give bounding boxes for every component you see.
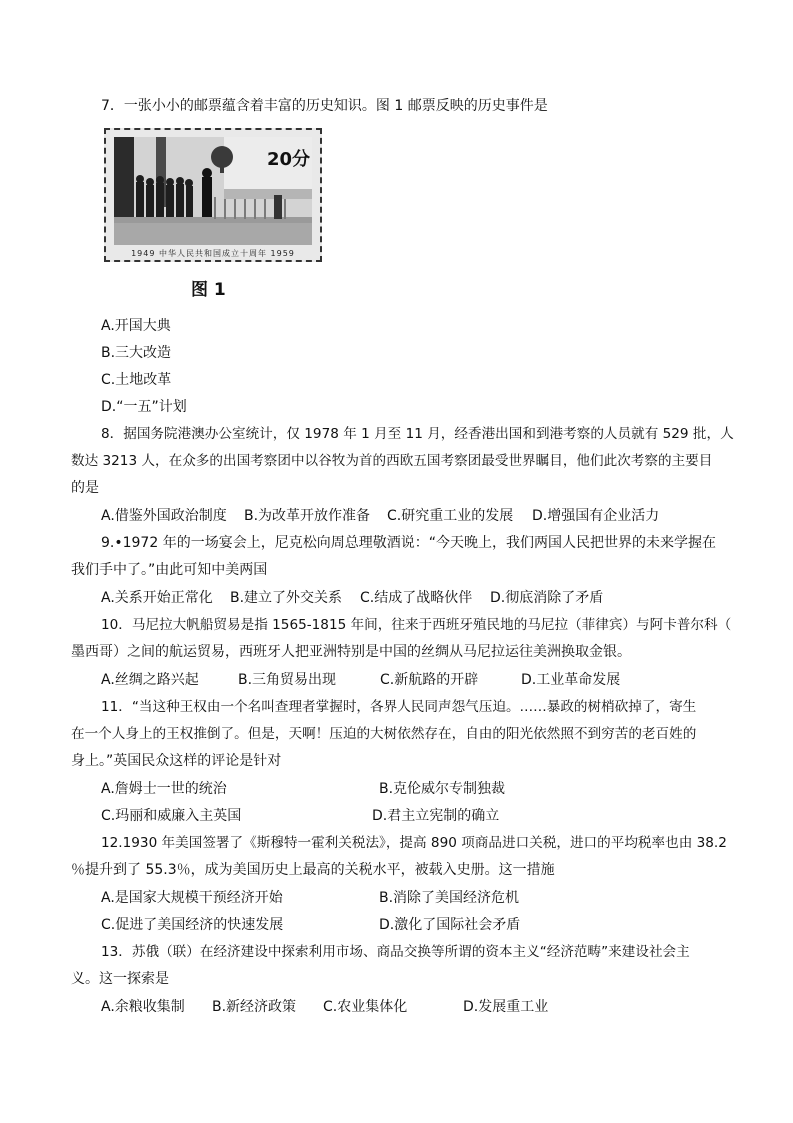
q11-option-d: D.君主立宪制的确立 bbox=[372, 808, 500, 824]
q13-stem-line-2: 义。这一探索是 bbox=[71, 971, 169, 987]
q9-option-b: B.建立了外交关系 bbox=[230, 590, 343, 606]
q11-stem-line-1: 11．“当这种王权由一个名叫查理者掌握时，各界人民同声怨气压迫。……暴政的树梢砍掉了，寄生 bbox=[101, 699, 697, 715]
q10-stem-line-2: 墨西哥）之间的航运贸易，西班牙人把亚洲特别是中国的丝绸从马尼拉运往美洲换取金银。 bbox=[71, 644, 631, 660]
q9-option-a: A.关系开始正常化 bbox=[101, 590, 213, 606]
q13-option-c: C.农业集体化 bbox=[323, 999, 408, 1015]
q9-stem-line-1: 9.•1972 年的一场宴会上，尼克松向周总理敬酒说：“今天晚上，我们两国人民把世界的未来学握在 bbox=[101, 535, 716, 551]
q10-option-c: C.新航路的开辟 bbox=[380, 672, 479, 688]
q8-option-a: A.借鉴外国政治制度 bbox=[101, 508, 227, 524]
q11-stem-line-2: 在一个人身上的王权推倒了。但是，天啊！压迫的大树依然存在，自由的阳光依然照不到穷苦的老百姓的 bbox=[71, 726, 697, 742]
q8-stem-line-3: 的是 bbox=[71, 480, 99, 496]
q11-stem-line-3: 身上。”英国民众这样的评论是针对 bbox=[71, 753, 282, 769]
q7-stem: 7．一张小小的邮票蕴含着丰富的历史知识。图 1 邮票反映的历史事件是 bbox=[101, 98, 548, 114]
q7-option-c: C.土地改革 bbox=[101, 372, 172, 388]
q7-option-d: D.“一五”计划 bbox=[101, 399, 187, 415]
q8-option-c: C.研究重工业的发展 bbox=[387, 508, 514, 524]
q13-option-a: A.余粮收集制 bbox=[101, 999, 185, 1015]
q9-option-c: C.结成了战略伙伴 bbox=[360, 590, 473, 606]
q11-option-c: C.玛丽和威廉入主英国 bbox=[101, 808, 242, 824]
q12-option-b: B.消除了美国经济危机 bbox=[379, 890, 520, 906]
stamp-value: 20分 bbox=[267, 149, 311, 170]
q10-stem-line-1: 10．马尼拉大帆船贸易是指 1565-1815 年间，往来于西班牙殖民地的马尼拉（菲律宾）与阿卡普尔科（ bbox=[101, 617, 732, 633]
q7-option-b: B.三大改造 bbox=[101, 345, 172, 361]
q12-stem-line-1: 12.1930 年美国签署了《斯穆特一霍利关税法》，提高 890 项商品进口关税，进口的平均税率也由 38.2 bbox=[101, 835, 727, 851]
stamp-figure bbox=[101, 124, 323, 304]
q8-option-d: D.增强国有企业活力 bbox=[532, 508, 660, 524]
q12-option-c: C.促进了美国经济的快速发展 bbox=[101, 917, 284, 933]
q13-option-d: D.发展重工业 bbox=[463, 999, 549, 1015]
q12-option-a: A.是国家大规模干预经济开始 bbox=[101, 890, 283, 906]
q11-option-b: B.克伦威尔专制独裁 bbox=[379, 781, 506, 797]
q10-option-d: D.工业革命发展 bbox=[521, 672, 621, 688]
q13-stem-line-1: 13．苏俄（联）在经济建设中探索利用市场、商品交换等所谓的资本主义“经济范畴”来建设社会主 bbox=[101, 944, 690, 960]
q9-option-d: D.彻底消除了矛盾 bbox=[490, 590, 604, 606]
q12-option-d: D.激化了国际社会矛盾 bbox=[379, 917, 521, 933]
q11-option-a: A.詹姆士一世的统治 bbox=[101, 781, 227, 797]
q12-stem-line-2: ％提升到了 55.3％，成为美国历史上最高的关税水平，被载入史册。这一措施 bbox=[71, 862, 555, 878]
q8-option-b: B.为改革开放作准备 bbox=[244, 508, 371, 524]
q9-stem-line-2: 我们手中了。”由此可知中美两国 bbox=[71, 562, 268, 578]
q8-stem-line-2: 数达 3213 人，在众多的出国考察团中以谷牧为首的西欧五国考察团最受世界瞩目，他们此次考察的主要目 bbox=[71, 453, 713, 469]
q8-stem-line-1: 8．据国务院港澳办公室统计，仅 1978 年 1 月至 11 月，经香港出国和到港考察的人员就有 529 批，人 bbox=[101, 426, 734, 442]
q13-option-b: B.新经济政策 bbox=[212, 999, 297, 1015]
q10-option-a: A.丝绸之路兴起 bbox=[101, 672, 199, 688]
q7-option-a: A.开国大典 bbox=[101, 318, 171, 334]
stamp-caption: 1949 中华人民共和国成立十周年 1959 bbox=[131, 249, 295, 258]
stamp-image bbox=[104, 128, 322, 262]
q10-option-b: B.三角贸易出现 bbox=[238, 672, 337, 688]
figure-label: 图 1 bbox=[191, 280, 226, 300]
